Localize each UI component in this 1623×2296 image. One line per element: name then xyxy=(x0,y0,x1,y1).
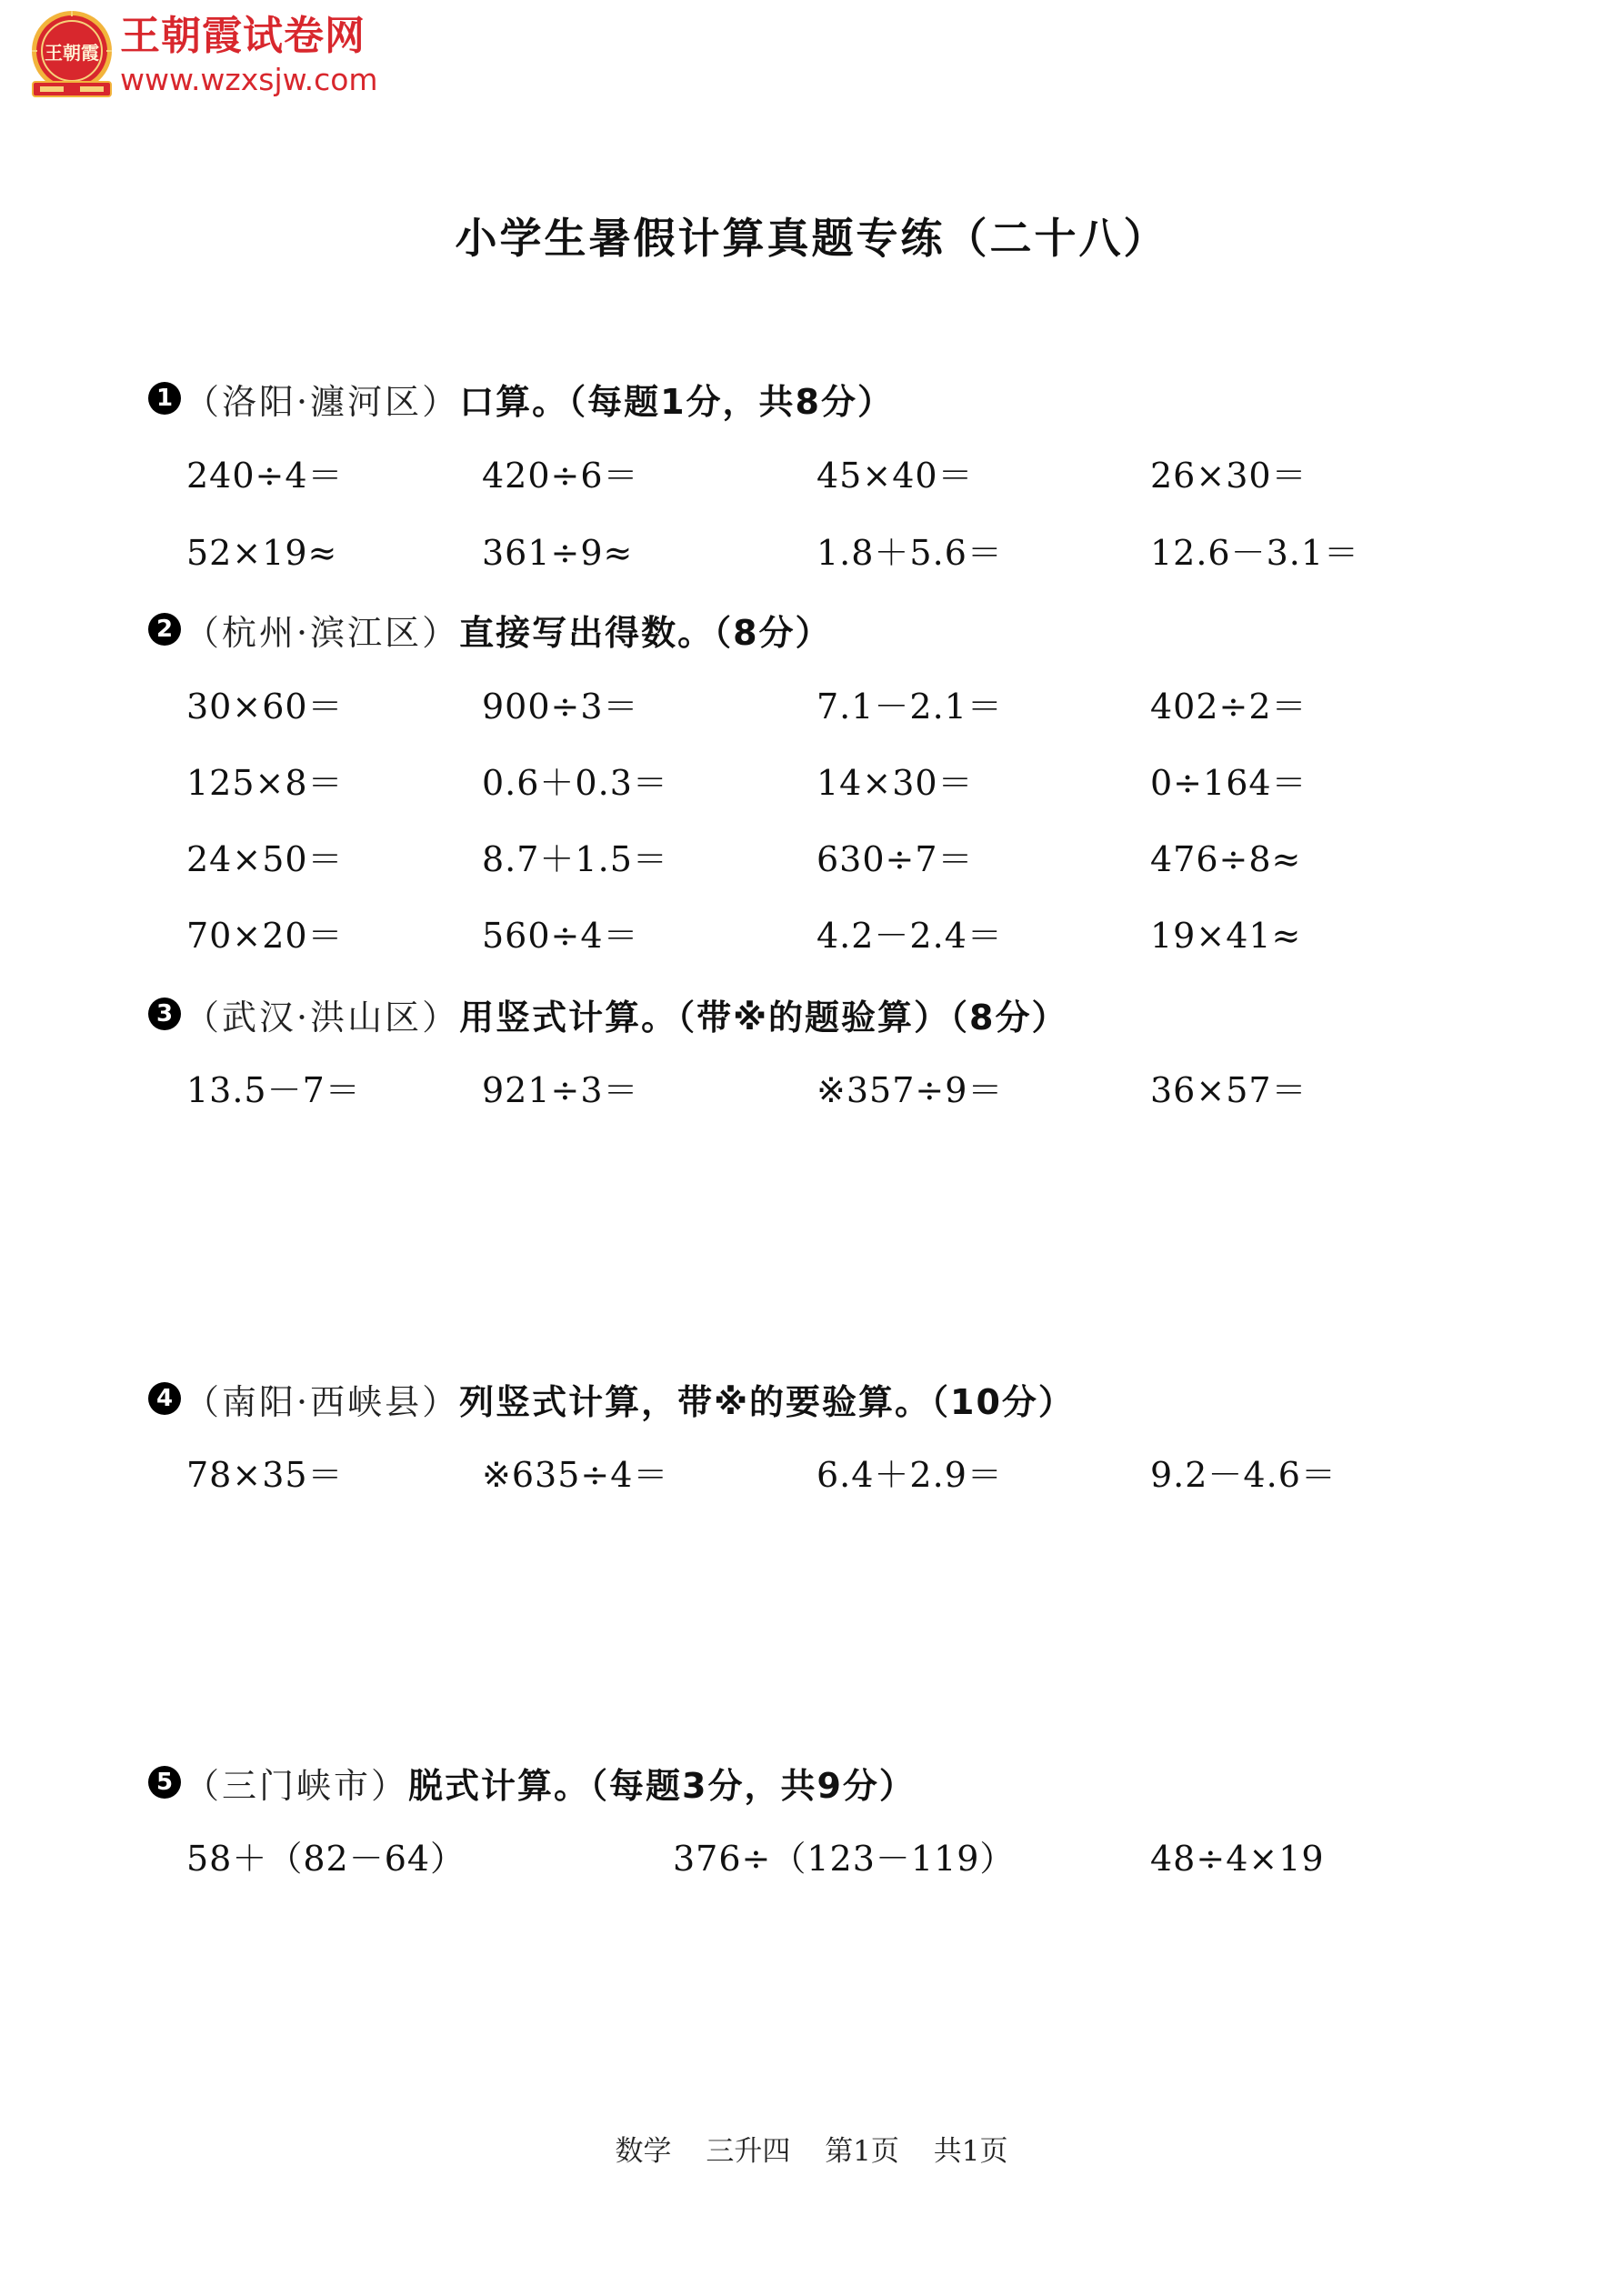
problem: 24×50＝ xyxy=(186,839,344,879)
problem-row xyxy=(0,1831,1623,1886)
section-region: （三门峡市） xyxy=(185,1765,409,1806)
problem: 19×41≈ xyxy=(1150,916,1302,956)
problem: 0.6＋0.3＝ xyxy=(482,763,668,803)
seal-logo-icon xyxy=(27,9,116,100)
problem: 361÷9≈ xyxy=(482,533,634,573)
problem-row xyxy=(0,1063,1623,1118)
problem: 0÷164＝ xyxy=(1150,763,1307,803)
problem: 48÷4×19 xyxy=(1150,1839,1325,1879)
problem: 45×40＝ xyxy=(817,456,974,496)
problem: 376÷（123－119） xyxy=(673,1839,1016,1879)
problem: 58＋（82－64） xyxy=(186,1839,466,1879)
problem: 240÷4＝ xyxy=(186,456,344,496)
question-number-badge: 4 xyxy=(148,1382,181,1415)
problem: 14×30＝ xyxy=(817,763,974,803)
problem: 52×19≈ xyxy=(186,533,338,573)
problem: ※357÷9＝ xyxy=(817,1070,1004,1110)
problem: 420÷6＝ xyxy=(482,456,639,496)
problem-row xyxy=(0,756,1623,810)
footer-page-total: 共1页 xyxy=(933,2135,1008,2168)
problem: 900÷3＝ xyxy=(482,687,639,727)
section-heading xyxy=(148,1755,916,1810)
question-number-badge: 5 xyxy=(148,1766,181,1799)
problem: ※635÷4＝ xyxy=(482,1455,669,1495)
seal-text: 王朝霞 xyxy=(45,42,99,64)
problem: 1.8＋5.6＝ xyxy=(817,533,1003,573)
footer-subject: 数学 xyxy=(615,2135,672,2168)
section-heading xyxy=(148,1371,1075,1426)
page-title: 小学生暑假计算真题专练（二十八） xyxy=(455,214,1168,263)
question-number-badge: 2 xyxy=(148,613,181,646)
problem: 78×35＝ xyxy=(186,1455,344,1495)
problem: 402÷2＝ xyxy=(1150,687,1307,727)
problem-row xyxy=(0,1448,1623,1502)
section-instruction: 用竖式计算。（带※的题验算）（8分） xyxy=(459,997,1068,1038)
problem: 4.2－2.4＝ xyxy=(817,916,1003,956)
problem: 30×60＝ xyxy=(186,687,344,727)
section-region: （杭州·滨江区） xyxy=(185,612,460,653)
problem: 13.5－7＝ xyxy=(186,1070,361,1110)
section-instruction: 列竖式计算，带※的要验算。（10分） xyxy=(459,1381,1075,1422)
question-number-badge: 3 xyxy=(148,998,181,1030)
problem-row xyxy=(0,526,1623,580)
section-heading xyxy=(148,371,894,426)
site-logo xyxy=(27,9,409,100)
page-footer xyxy=(0,2131,1623,2171)
problem: 921÷3＝ xyxy=(482,1070,639,1110)
section-region: （武汉·洪山区） xyxy=(185,997,460,1038)
footer-page-number: 第1页 xyxy=(825,2135,899,2168)
brand-url: www.wzxsjw.com xyxy=(120,62,378,97)
problem: 9.2－4.6＝ xyxy=(1150,1455,1337,1495)
problem: 7.1－2.1＝ xyxy=(817,687,1003,727)
section-heading xyxy=(148,987,1067,1041)
problem-row xyxy=(0,908,1623,963)
problem: 125×8＝ xyxy=(186,763,344,803)
question-number-badge: 1 xyxy=(148,382,181,415)
problem: 12.6－3.1＝ xyxy=(1150,533,1360,573)
problem: 36×57＝ xyxy=(1150,1070,1307,1110)
problem: 6.4＋2.9＝ xyxy=(817,1455,1003,1495)
problem: 630÷7＝ xyxy=(817,839,974,879)
section-region: （南阳·西峡县） xyxy=(185,1381,460,1422)
problem: 26×30＝ xyxy=(1150,456,1307,496)
brand-name: 王朝霞试卷网 xyxy=(120,13,366,59)
problem-row xyxy=(0,832,1623,887)
section-heading xyxy=(148,602,832,657)
section-instruction: 脱式计算。（每题3分，共9分） xyxy=(408,1765,916,1806)
section-instruction: 直接写出得数。（8分） xyxy=(459,612,832,653)
section-region: （洛阳·瀍河区） xyxy=(185,381,460,422)
problem: 70×20＝ xyxy=(186,916,344,956)
problem-row xyxy=(0,448,1623,503)
section-instruction: 口算。（每题1分，共8分） xyxy=(459,381,894,422)
problem-row xyxy=(0,679,1623,734)
footer-grade: 三升四 xyxy=(706,2135,791,2168)
problem: 560÷4＝ xyxy=(482,916,639,956)
problem: 476÷8≈ xyxy=(1150,839,1302,879)
problem: 8.7＋1.5＝ xyxy=(482,839,668,879)
